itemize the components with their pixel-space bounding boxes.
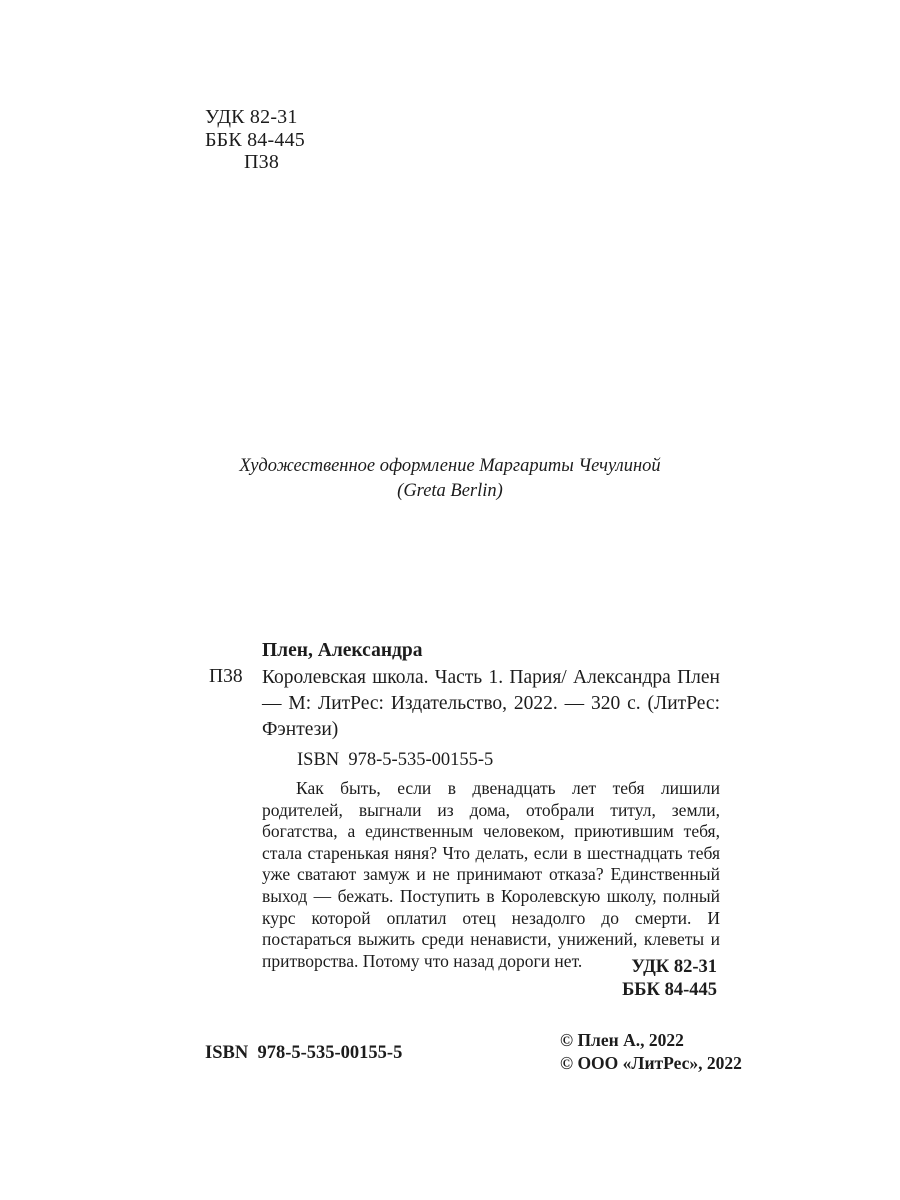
design-credit: [0, 454, 900, 504]
bbk-code-bottom: ББК 84-445: [622, 979, 717, 1000]
author-sign-top: П38: [244, 151, 280, 173]
copyright-publisher: © ООО «ЛитРес», 2022: [560, 1053, 742, 1073]
copyright-author: © Плен А., 2022: [560, 1030, 684, 1050]
designer-credit-line: Художественное оформление Маргариты Чечулиной: [239, 456, 661, 476]
annotation-paragraph: Как быть, если в двенадцать лет тебя лишили родителей, выгнали из дома, отобрали титул, земли, богатства, а единственным человеком, приютившим тебя, стала старенькая няня? Что делать, если в шестнадцать тебя уже сватают замуж и не принимают отказа? Единственный выход — бежать. Поступить в Королевскую школу, полный курс которой оплатил отец незадолго до смерти. И постараться выжить среди ненависти, унижений, клеветы и притворства. Потому что назад дороги нет.: [262, 778, 720, 971]
udk-code-bottom: УДК 82-31: [631, 957, 717, 977]
catalog-code: П38: [209, 666, 243, 687]
udk-code-top: УДК 82-31: [205, 106, 298, 128]
bbk-code-top: ББК 84-445: [205, 128, 305, 151]
isbn-footer: ISBN 978-5-535-00155-5: [205, 1043, 403, 1063]
designer-alias: (Greta Berlin): [397, 481, 503, 501]
author-heading: Плен, Александра: [262, 640, 423, 661]
top-classification-codes: [205, 106, 305, 174]
copyright-block: [560, 1029, 742, 1075]
bibliographic-description: Королевская школа. Часть 1. Пария/ Александра Плен — М: ЛитРес: Издательство, 2022. — 320 с. (ЛитРес: Фэнтези): [262, 667, 720, 740]
isbn-line: ISBN 978-5-535-00155-5: [297, 750, 494, 770]
bottom-classification-codes: [622, 956, 717, 1001]
